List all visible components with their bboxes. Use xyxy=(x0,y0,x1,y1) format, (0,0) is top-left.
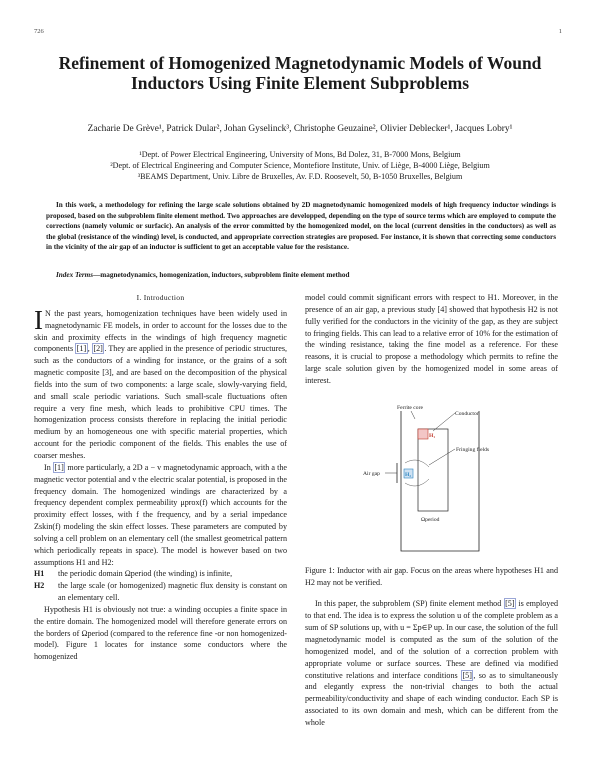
citation-link-2[interactable]: [2] xyxy=(93,344,103,354)
figure-1-caption: Figure 1: Inductor with air gap. Focus on the areas where hypotheses H1 and H2 may not be verified. xyxy=(305,565,558,587)
right-paragraph-2 xyxy=(305,598,558,728)
hypothesis-h2 xyxy=(34,580,287,604)
citation-link-1[interactable]: [1] xyxy=(76,344,87,354)
intro-paragraph-2 xyxy=(34,462,287,569)
label-omega-period: Ωperiod xyxy=(421,516,440,523)
affiliation-3: ³BEAMS Department, Univ. Libre de Bruxelles, Av. F.D. Roosevelt, 50, B-1050 Bruxelles, Belgium xyxy=(137,172,463,182)
citation-link-3[interactable]: [1] xyxy=(54,462,64,472)
index-terms-text: —magnetodynamics, homogenization, inductors, subproblem finite element method xyxy=(93,271,350,279)
paper-title: Refinement of Homogenized Magnetodynamic Models of Wound Inductors Using Finite Element Subproblems xyxy=(58,53,542,93)
right-paragraph-1: model could commit significant errors with respect to H1. Moreover, in the presence of an air gap, a previous study [4] showed that hypothesis H2 is not fully verified for the conductors in the vicinity of the gap, as they are subject to fringing fields. This can lead to a relative error of 10% for the estimation of the winding resistance, taking the fine model as a reference. For these reasons, it is crucial to propose a methodology which permits to refine the large scale solution given by the homogenized model in some areas of interest. xyxy=(305,293,558,385)
citation-link-5[interactable]: [5] xyxy=(462,670,472,680)
author-list: Zacharie De Grève¹, Patrick Dular², Johan Gyselinck³, Christophe Geuzaine², Olivier Deblecker¹, Jacques Lobry¹ xyxy=(87,124,513,134)
hypothesis-h2-label: H2 xyxy=(34,581,45,591)
conductor-pointer xyxy=(433,413,455,431)
intro-paragraph-2-text-b: more particularly, a 2D a − v magnetodynamic approach, with a the magnetic vector potential and v the electric scalar potential, is proposed in the frequency domain. The homogenized windings are characterized by a frequency dependent complex permeability μprox(f) which accounts for the proximity effect losses, with f the frequency, and by a serial impedance Zskin(f) modeling the skin effect losses. These parameters are computed by solving a cell problem on an elementary cell (the smallest geometrical pattern which periodically repeats in space). The model is however based on two assumptions H1 and H2: xyxy=(34,462,287,567)
intro-paragraph-1-text-b: . They are applied in the presence of periodic structures, such as the conductors of a winding for instance, or the grains of a soft magnetic composite [3], and are based on the decomposition of the physical fields into the sum of two components: a large scale, slowly-varying field, and small scale periodic variations. Such small-scale fluctuations often require a very fine mesh, which leads to prohibitive CPU times. The homogenization process consists therefore in replacing the initial periodic medium by an homogeneous one with specific material properties, which account for the periodic component of the fields. This enables the use of coarser meshes. xyxy=(34,344,288,460)
right-paragraph-2-text-a: In this paper, the subproblem (SP) finite element method xyxy=(315,599,504,609)
figure-1 xyxy=(305,401,558,561)
affiliations xyxy=(30,149,570,183)
label-air-gap: Air gap xyxy=(363,470,380,477)
citation-separator: , xyxy=(87,344,92,354)
label-ferrite-core: Ferrite core xyxy=(397,404,423,411)
hypothesis-h1-label: H1 xyxy=(34,569,45,579)
label-h1-tag: H₁ xyxy=(429,432,436,439)
page-number: 726 xyxy=(34,28,44,35)
right-paragraph-2-text-c: , so as to simultaneously and elegantly express the non-trivial changes to both the actual permeability/conductivity and shape of each winding conductor. Each SP is associated to its own domain and mesh, which can be different from the whole xyxy=(305,670,558,727)
intro-paragraph-2-text-a: In xyxy=(44,462,53,472)
ferrite-core-outline xyxy=(401,411,479,551)
h1-conductor-mark xyxy=(418,429,428,439)
label-h2-tag: H₂ xyxy=(405,471,412,478)
fringing-pointer xyxy=(429,449,455,465)
hypothesis-h1 xyxy=(34,568,287,580)
drop-cap: I xyxy=(34,304,43,335)
intro-paragraph-1-text-a: N the past years, homogenization techniques have been widely used in magnetodynamic FE models, in order to account for the losses due to the skin and proximity effects in the windings of high frequency magnetic components xyxy=(34,308,287,354)
fringing-field-line-1 xyxy=(405,460,429,467)
index-terms-label: Index Terms xyxy=(56,271,94,279)
hypothesis-h2-text: the large scale (or homogenized) magnetic flux density is constant on an elementary cell. xyxy=(58,581,287,603)
section-heading-introduction: I. Introduction xyxy=(136,293,185,302)
right-column xyxy=(305,292,558,729)
index-terms xyxy=(46,271,556,279)
left-column xyxy=(34,292,287,663)
intro-paragraph-1 xyxy=(34,304,288,462)
citation-link-4[interactable]: [5] xyxy=(505,599,515,609)
affiliation-1: ¹Dept. of Power Electrical Engineering, University of Mons, Bd Dolez, 31, B-7000 Mons, Belgium xyxy=(139,150,461,159)
right-paragraph-2-text-b: is employed to that end. The idea is to express the solution u of the complete problem as a sum of SP solutions up, with u = Σp∈P up. In our case, the solution of the full magnetodynamic model is computed as the sum of the solution of the homogenized model, and of the solution of a correction problem with appropriate volume or surface sources. These are defined via modified constitutive relations and interface conditions xyxy=(305,599,558,680)
label-conductor: Conductor xyxy=(455,410,479,417)
intro-paragraph-3: Hypothesis H1 is obviously not true: a winding occupies a finite space in the entire domain. The homogenized model will therefore generate errors on the borders of Ωperiod (compared to the reference fine -or non homogenized- model). Figure 1 locates for instance some conductors where the homogenized xyxy=(34,604,287,662)
hypothesis-h1-text: the periodic domain Ωperiod (the winding) is infinite, xyxy=(58,569,233,579)
abstract: In this work, a methodology for refining the large scale solutions obtained by 2D magnetodynamic homogenized models of high frequency inductor windings is proposed, based on the subproblem finite element method. Two approaches are developped, depending on the type of source terms which are employed to compute the corrections (namely volumic or surfacic). An analysis of the error committed by the homogenized model, on the local (current densities in the conductors) as well as the global (resistance of the winding) level, is conducted, and appropriate correction strategies are proposed. For instance, it is shown that correcting some conductors in the vicinity of the air gap of an inductor is sufficient to get an acceptable value for the resistance. xyxy=(46,201,556,252)
inductor-diagram xyxy=(305,401,558,561)
affiliation-2: ²Dept. of Electrical Engineering and Computer Science, Montefiore Institute, Univ. of Liège, B-4000 Liège, Belgium xyxy=(110,161,490,171)
page-number-right: 1 xyxy=(558,28,562,35)
label-fringing-fields: Fringing fields xyxy=(456,446,490,453)
